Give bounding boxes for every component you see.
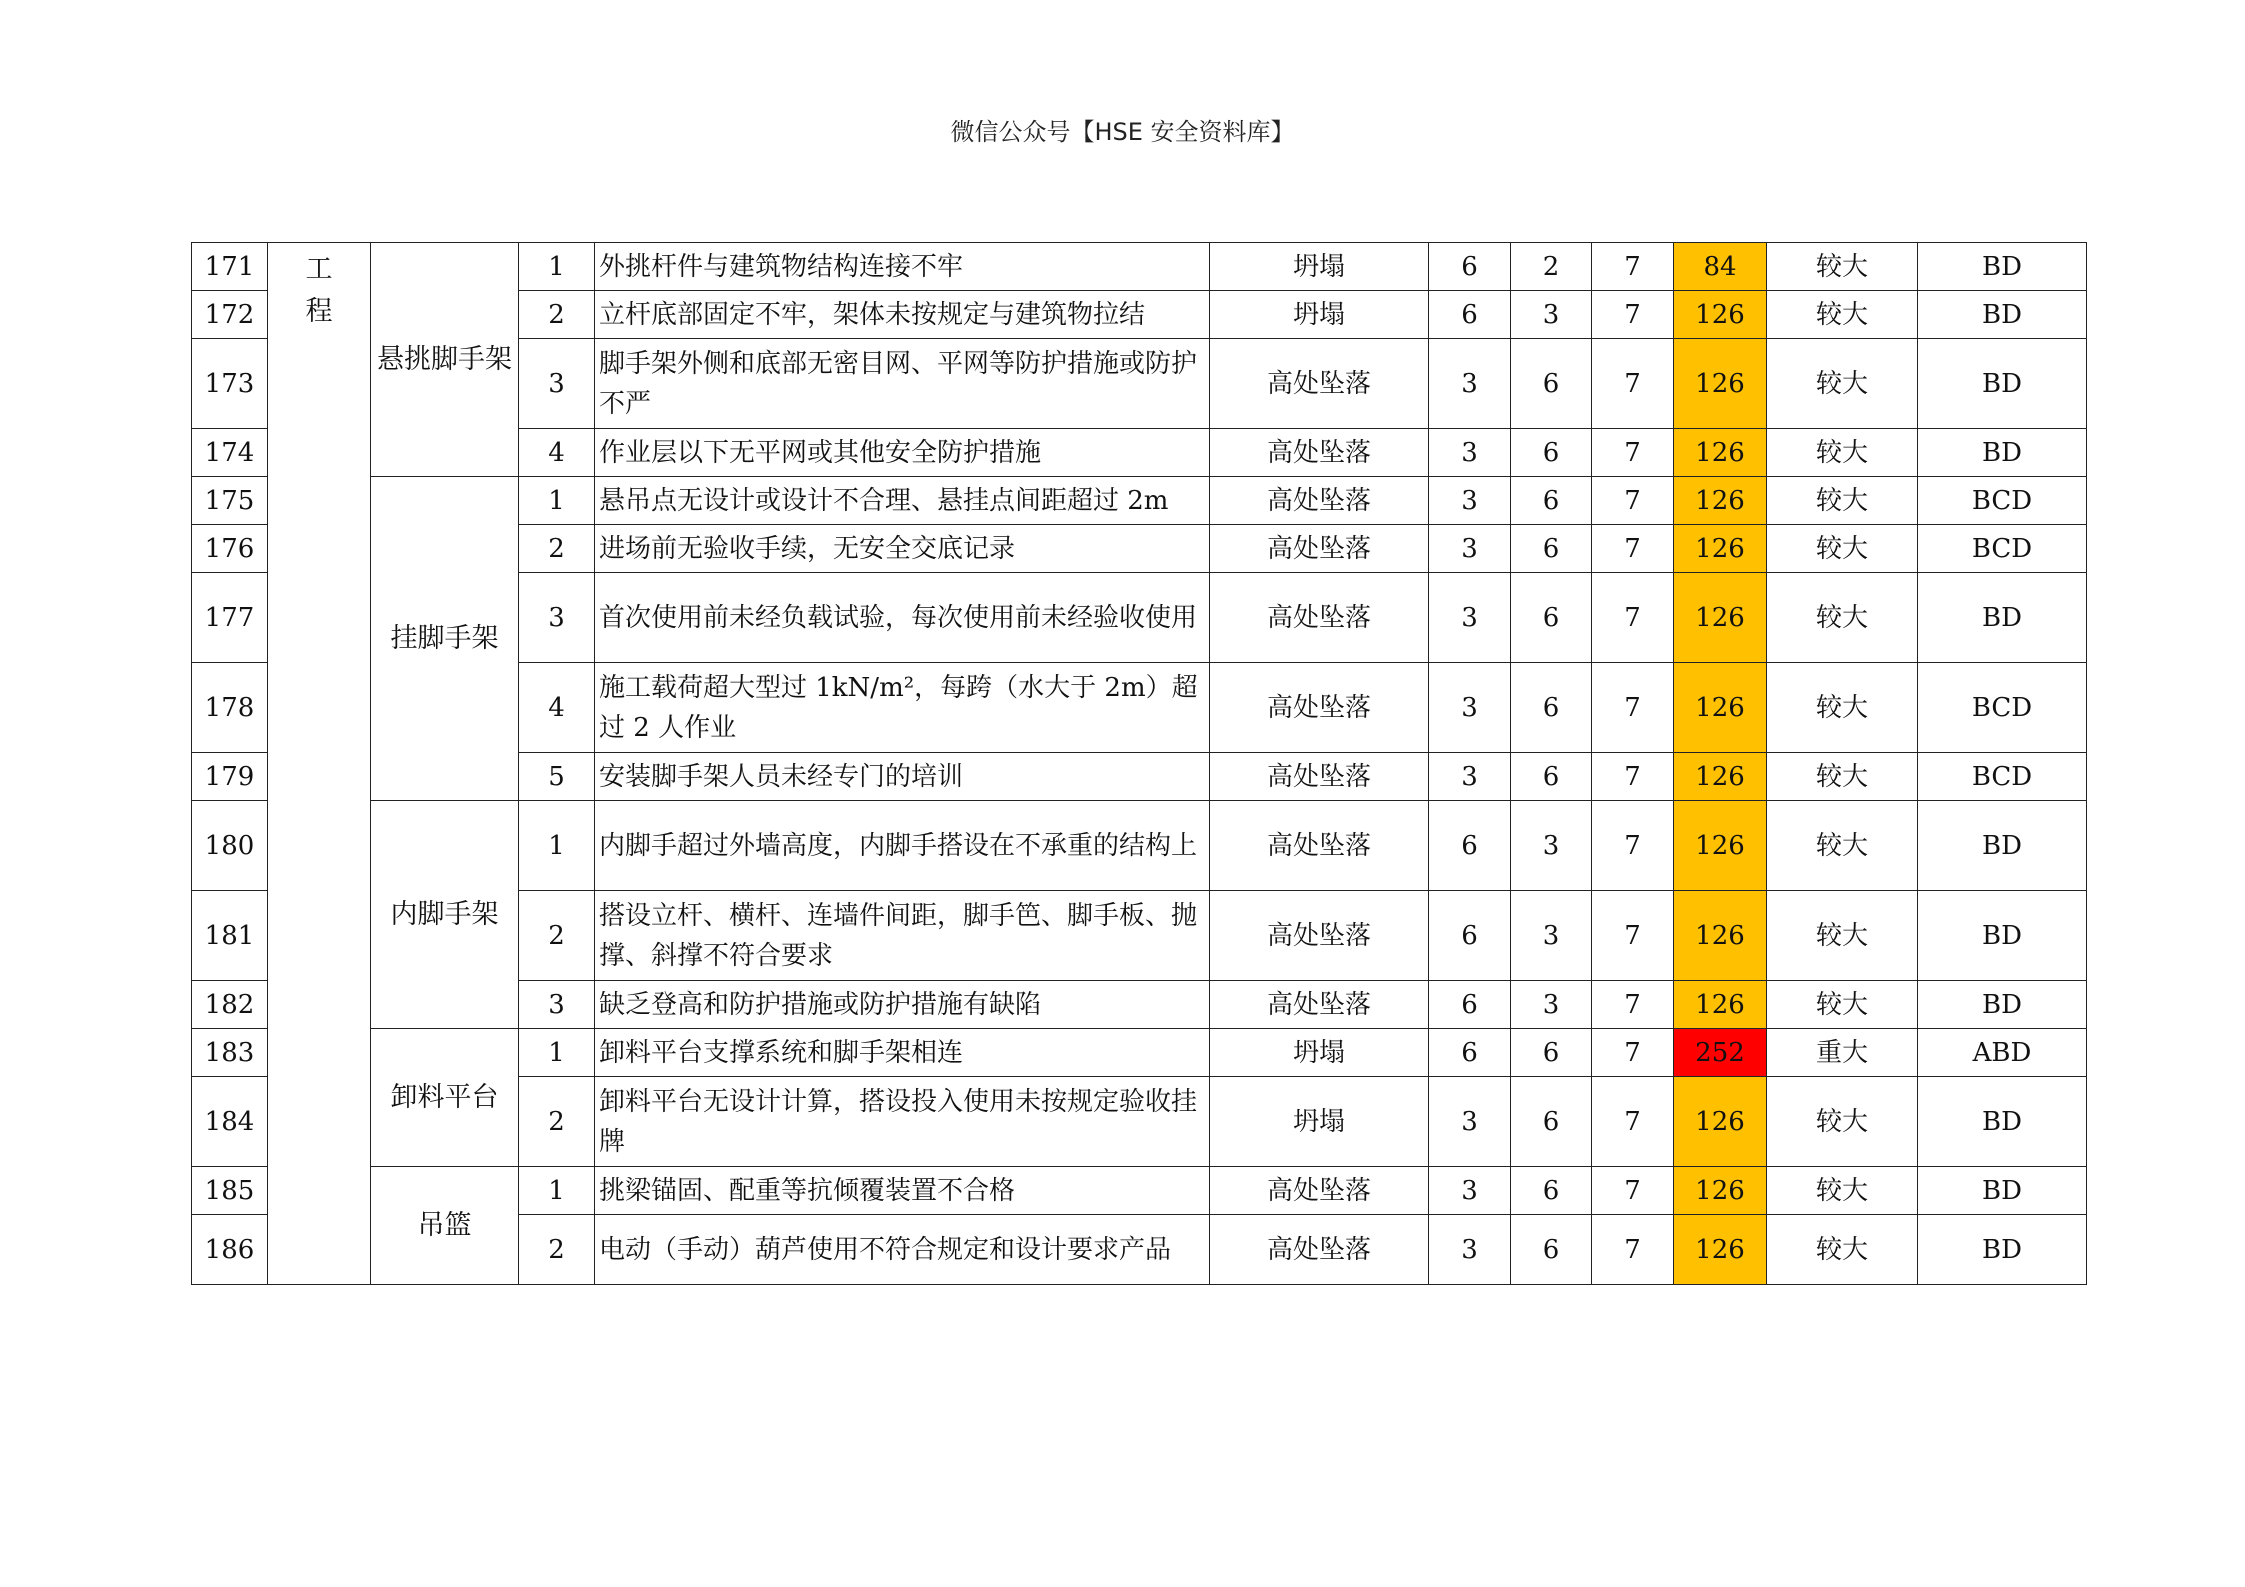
l-value-cell: 6: [1429, 891, 1511, 981]
category-cell: 卸料平台: [371, 1029, 519, 1167]
accident-type-cell: 坍塌: [1210, 291, 1429, 339]
table-row: [192, 243, 2087, 291]
control-measures-cell: BD: [1918, 339, 2087, 429]
accident-type-cell: 高处坠落: [1210, 477, 1429, 525]
e-value-cell: 6: [1511, 573, 1592, 663]
c-value-cell: 7: [1592, 891, 1674, 981]
table-row: [192, 1029, 2087, 1077]
risk-grade-cell: 较大: [1767, 477, 1918, 525]
c-value-cell: 7: [1592, 981, 1674, 1029]
hazard-table: [191, 242, 2087, 1285]
accident-type-cell: 高处坠落: [1210, 981, 1429, 1029]
c-value-cell: 7: [1592, 243, 1674, 291]
e-value-cell: 6: [1511, 1077, 1592, 1167]
sub-number-cell: 2: [519, 291, 595, 339]
d-score-cell: 126: [1674, 429, 1767, 477]
control-measures-cell: BD: [1918, 801, 2087, 891]
control-measures-cell: BD: [1918, 891, 2087, 981]
control-measures-cell: BCD: [1918, 525, 2087, 573]
d-score-cell: 126: [1674, 339, 1767, 429]
accident-type-cell: 坍塌: [1210, 1029, 1429, 1077]
sub-number-cell: 3: [519, 981, 595, 1029]
row-number-cell: 172: [192, 291, 268, 339]
control-measures-cell: BD: [1918, 291, 2087, 339]
row-number-cell: 181: [192, 891, 268, 981]
risk-grade-cell: 较大: [1767, 1167, 1918, 1215]
accident-type-cell: 高处坠落: [1210, 573, 1429, 663]
risk-grade-cell: 较大: [1767, 243, 1918, 291]
e-value-cell: 3: [1511, 891, 1592, 981]
l-value-cell: 3: [1429, 339, 1511, 429]
d-score-cell: 126: [1674, 891, 1767, 981]
row-number-cell: 175: [192, 477, 268, 525]
d-score-cell: 126: [1674, 981, 1767, 1029]
accident-type-cell: 高处坠落: [1210, 801, 1429, 891]
hazard-description-cell: 安装脚手架人员未经专门的培训: [595, 753, 1210, 801]
sub-number-cell: 3: [519, 339, 595, 429]
d-score-cell: 252: [1674, 1029, 1767, 1077]
sub-number-cell: 1: [519, 243, 595, 291]
sub-number-cell: 3: [519, 573, 595, 663]
c-value-cell: 7: [1592, 663, 1674, 753]
l-value-cell: 3: [1429, 1215, 1511, 1285]
c-value-cell: 7: [1592, 477, 1674, 525]
c-value-cell: 7: [1592, 429, 1674, 477]
c-value-cell: 7: [1592, 1215, 1674, 1285]
d-score-cell: 126: [1674, 1215, 1767, 1285]
d-score-cell: 126: [1674, 477, 1767, 525]
hazard-description-cell: 搭设立杆、横杆、连墙件间距，脚手笆、脚手板、抛撑、斜撑不符合要求: [595, 891, 1210, 981]
hazard-description-cell: 首次使用前未经负载试验，每次使用前未经验收使用: [595, 573, 1210, 663]
c-value-cell: 7: [1592, 1167, 1674, 1215]
l-value-cell: 3: [1429, 525, 1511, 573]
sub-number-cell: 5: [519, 753, 595, 801]
row-number-cell: 176: [192, 525, 268, 573]
l-value-cell: 6: [1429, 1029, 1511, 1077]
table-row: [192, 1167, 2087, 1215]
hazard-description-cell: 脚手架外侧和底部无密目网、平网等防护措施或防护不严: [595, 339, 1210, 429]
d-score-cell: 126: [1674, 801, 1767, 891]
control-measures-cell: BD: [1918, 243, 2087, 291]
sub-number-cell: 4: [519, 663, 595, 753]
hazard-table-body: [192, 243, 2087, 1285]
e-value-cell: 6: [1511, 477, 1592, 525]
risk-grade-cell: 较大: [1767, 291, 1918, 339]
accident-type-cell: 高处坠落: [1210, 891, 1429, 981]
e-value-cell: 3: [1511, 291, 1592, 339]
sub-number-cell: 1: [519, 801, 595, 891]
row-number-cell: 179: [192, 753, 268, 801]
sub-number-cell: 2: [519, 1077, 595, 1167]
c-value-cell: 7: [1592, 801, 1674, 891]
accident-type-cell: 高处坠落: [1210, 429, 1429, 477]
category-cell: 内脚手架: [371, 801, 519, 1029]
sub-number-cell: 1: [519, 477, 595, 525]
row-number-cell: 171: [192, 243, 268, 291]
hazard-description-cell: 挑梁锚固、配重等抗倾覆装置不合格: [595, 1167, 1210, 1215]
hazard-description-cell: 进场前无验收手续，无安全交底记录: [595, 525, 1210, 573]
risk-grade-cell: 较大: [1767, 1077, 1918, 1167]
e-value-cell: 6: [1511, 663, 1592, 753]
risk-grade-cell: 较大: [1767, 339, 1918, 429]
sub-number-cell: 1: [519, 1029, 595, 1077]
project-cell: 工 程: [268, 243, 371, 1285]
l-value-cell: 6: [1429, 801, 1511, 891]
e-value-cell: 6: [1511, 753, 1592, 801]
l-value-cell: 3: [1429, 1167, 1511, 1215]
l-value-cell: 3: [1429, 753, 1511, 801]
d-score-cell: 126: [1674, 525, 1767, 573]
row-number-cell: 177: [192, 573, 268, 663]
row-number-cell: 178: [192, 663, 268, 753]
e-value-cell: 2: [1511, 243, 1592, 291]
hazard-description-cell: 外挑杆件与建筑物结构连接不牢: [595, 243, 1210, 291]
control-measures-cell: BD: [1918, 981, 2087, 1029]
risk-grade-cell: 较大: [1767, 753, 1918, 801]
c-value-cell: 7: [1592, 1077, 1674, 1167]
e-value-cell: 6: [1511, 1167, 1592, 1215]
e-value-cell: 6: [1511, 1215, 1592, 1285]
hazard-description-cell: 悬吊点无设计或设计不合理、悬挂点间距超过 2m: [595, 477, 1210, 525]
e-value-cell: 6: [1511, 525, 1592, 573]
row-number-cell: 183: [192, 1029, 268, 1077]
sub-number-cell: 2: [519, 891, 595, 981]
category-cell: 吊篮: [371, 1167, 519, 1285]
category-cell: 挂脚手架: [371, 477, 519, 801]
control-measures-cell: ABD: [1918, 1029, 2087, 1077]
sub-number-cell: 2: [519, 525, 595, 573]
hazard-description-cell: 施工载荷超大型过 1kN/m²，每跨（水大于 2m）超过 2 人作业: [595, 663, 1210, 753]
accident-type-cell: 高处坠落: [1210, 1215, 1429, 1285]
e-value-cell: 6: [1511, 1029, 1592, 1077]
table-row: [192, 477, 2087, 525]
control-measures-cell: BD: [1918, 1167, 2087, 1215]
control-measures-cell: BCD: [1918, 477, 2087, 525]
accident-type-cell: 坍塌: [1210, 1077, 1429, 1167]
accident-type-cell: 高处坠落: [1210, 525, 1429, 573]
c-value-cell: 7: [1592, 525, 1674, 573]
accident-type-cell: 高处坠落: [1210, 339, 1429, 429]
e-value-cell: 3: [1511, 981, 1592, 1029]
d-score-cell: 126: [1674, 753, 1767, 801]
l-value-cell: 3: [1429, 573, 1511, 663]
l-value-cell: 6: [1429, 981, 1511, 1029]
d-score-cell: 126: [1674, 291, 1767, 339]
row-number-cell: 184: [192, 1077, 268, 1167]
control-measures-cell: BD: [1918, 1077, 2087, 1167]
l-value-cell: 6: [1429, 243, 1511, 291]
sub-number-cell: 2: [519, 1215, 595, 1285]
table-row: [192, 801, 2087, 891]
c-value-cell: 7: [1592, 1029, 1674, 1077]
d-score-cell: 84: [1674, 243, 1767, 291]
row-number-cell: 173: [192, 339, 268, 429]
l-value-cell: 3: [1429, 429, 1511, 477]
risk-grade-cell: 较大: [1767, 663, 1918, 753]
page-header-title: 微信公众号【HSE 安全资料库】: [950, 118, 1295, 146]
risk-grade-cell: 较大: [1767, 981, 1918, 1029]
l-value-cell: 3: [1429, 477, 1511, 525]
category-cell: 悬挑脚手架: [371, 243, 519, 477]
row-number-cell: 182: [192, 981, 268, 1029]
risk-grade-cell: 重大: [1767, 1029, 1918, 1077]
risk-grade-cell: 较大: [1767, 801, 1918, 891]
accident-type-cell: 高处坠落: [1210, 753, 1429, 801]
l-value-cell: 3: [1429, 1077, 1511, 1167]
hazard-description-cell: 立杆底部固定不牢，架体未按规定与建筑物拉结: [595, 291, 1210, 339]
hazard-description-cell: 内脚手超过外墙高度，内脚手搭设在不承重的结构上: [595, 801, 1210, 891]
accident-type-cell: 高处坠落: [1210, 1167, 1429, 1215]
l-value-cell: 3: [1429, 663, 1511, 753]
hazard-description-cell: 卸料平台支撑系统和脚手架相连: [595, 1029, 1210, 1077]
sub-number-cell: 1: [519, 1167, 595, 1215]
row-number-cell: 186: [192, 1215, 268, 1285]
hazard-description-cell: 作业层以下无平网或其他安全防护措施: [595, 429, 1210, 477]
control-measures-cell: BCD: [1918, 753, 2087, 801]
c-value-cell: 7: [1592, 339, 1674, 429]
d-score-cell: 126: [1674, 1077, 1767, 1167]
control-measures-cell: BD: [1918, 1215, 2087, 1285]
control-measures-cell: BD: [1918, 429, 2087, 477]
row-number-cell: 180: [192, 801, 268, 891]
c-value-cell: 7: [1592, 753, 1674, 801]
control-measures-cell: BCD: [1918, 663, 2087, 753]
risk-grade-cell: 较大: [1767, 429, 1918, 477]
l-value-cell: 6: [1429, 291, 1511, 339]
c-value-cell: 7: [1592, 291, 1674, 339]
d-score-cell: 126: [1674, 663, 1767, 753]
risk-grade-cell: 较大: [1767, 525, 1918, 573]
e-value-cell: 3: [1511, 801, 1592, 891]
control-measures-cell: BD: [1918, 573, 2087, 663]
risk-grade-cell: 较大: [1767, 891, 1918, 981]
risk-grade-cell: 较大: [1767, 1215, 1918, 1285]
d-score-cell: 126: [1674, 573, 1767, 663]
c-value-cell: 7: [1592, 573, 1674, 663]
e-value-cell: 6: [1511, 339, 1592, 429]
d-score-cell: 126: [1674, 1167, 1767, 1215]
sub-number-cell: 4: [519, 429, 595, 477]
hazard-description-cell: 缺乏登高和防护措施或防护措施有缺陷: [595, 981, 1210, 1029]
hazard-description-cell: 电动（手动）葫芦使用不符合规定和设计要求产品: [595, 1215, 1210, 1285]
e-value-cell: 6: [1511, 429, 1592, 477]
accident-type-cell: 高处坠落: [1210, 663, 1429, 753]
accident-type-cell: 坍塌: [1210, 243, 1429, 291]
risk-grade-cell: 较大: [1767, 573, 1918, 663]
row-number-cell: 185: [192, 1167, 268, 1215]
row-number-cell: 174: [192, 429, 268, 477]
hazard-description-cell: 卸料平台无设计计算，搭设投入使用未按规定验收挂牌: [595, 1077, 1210, 1167]
